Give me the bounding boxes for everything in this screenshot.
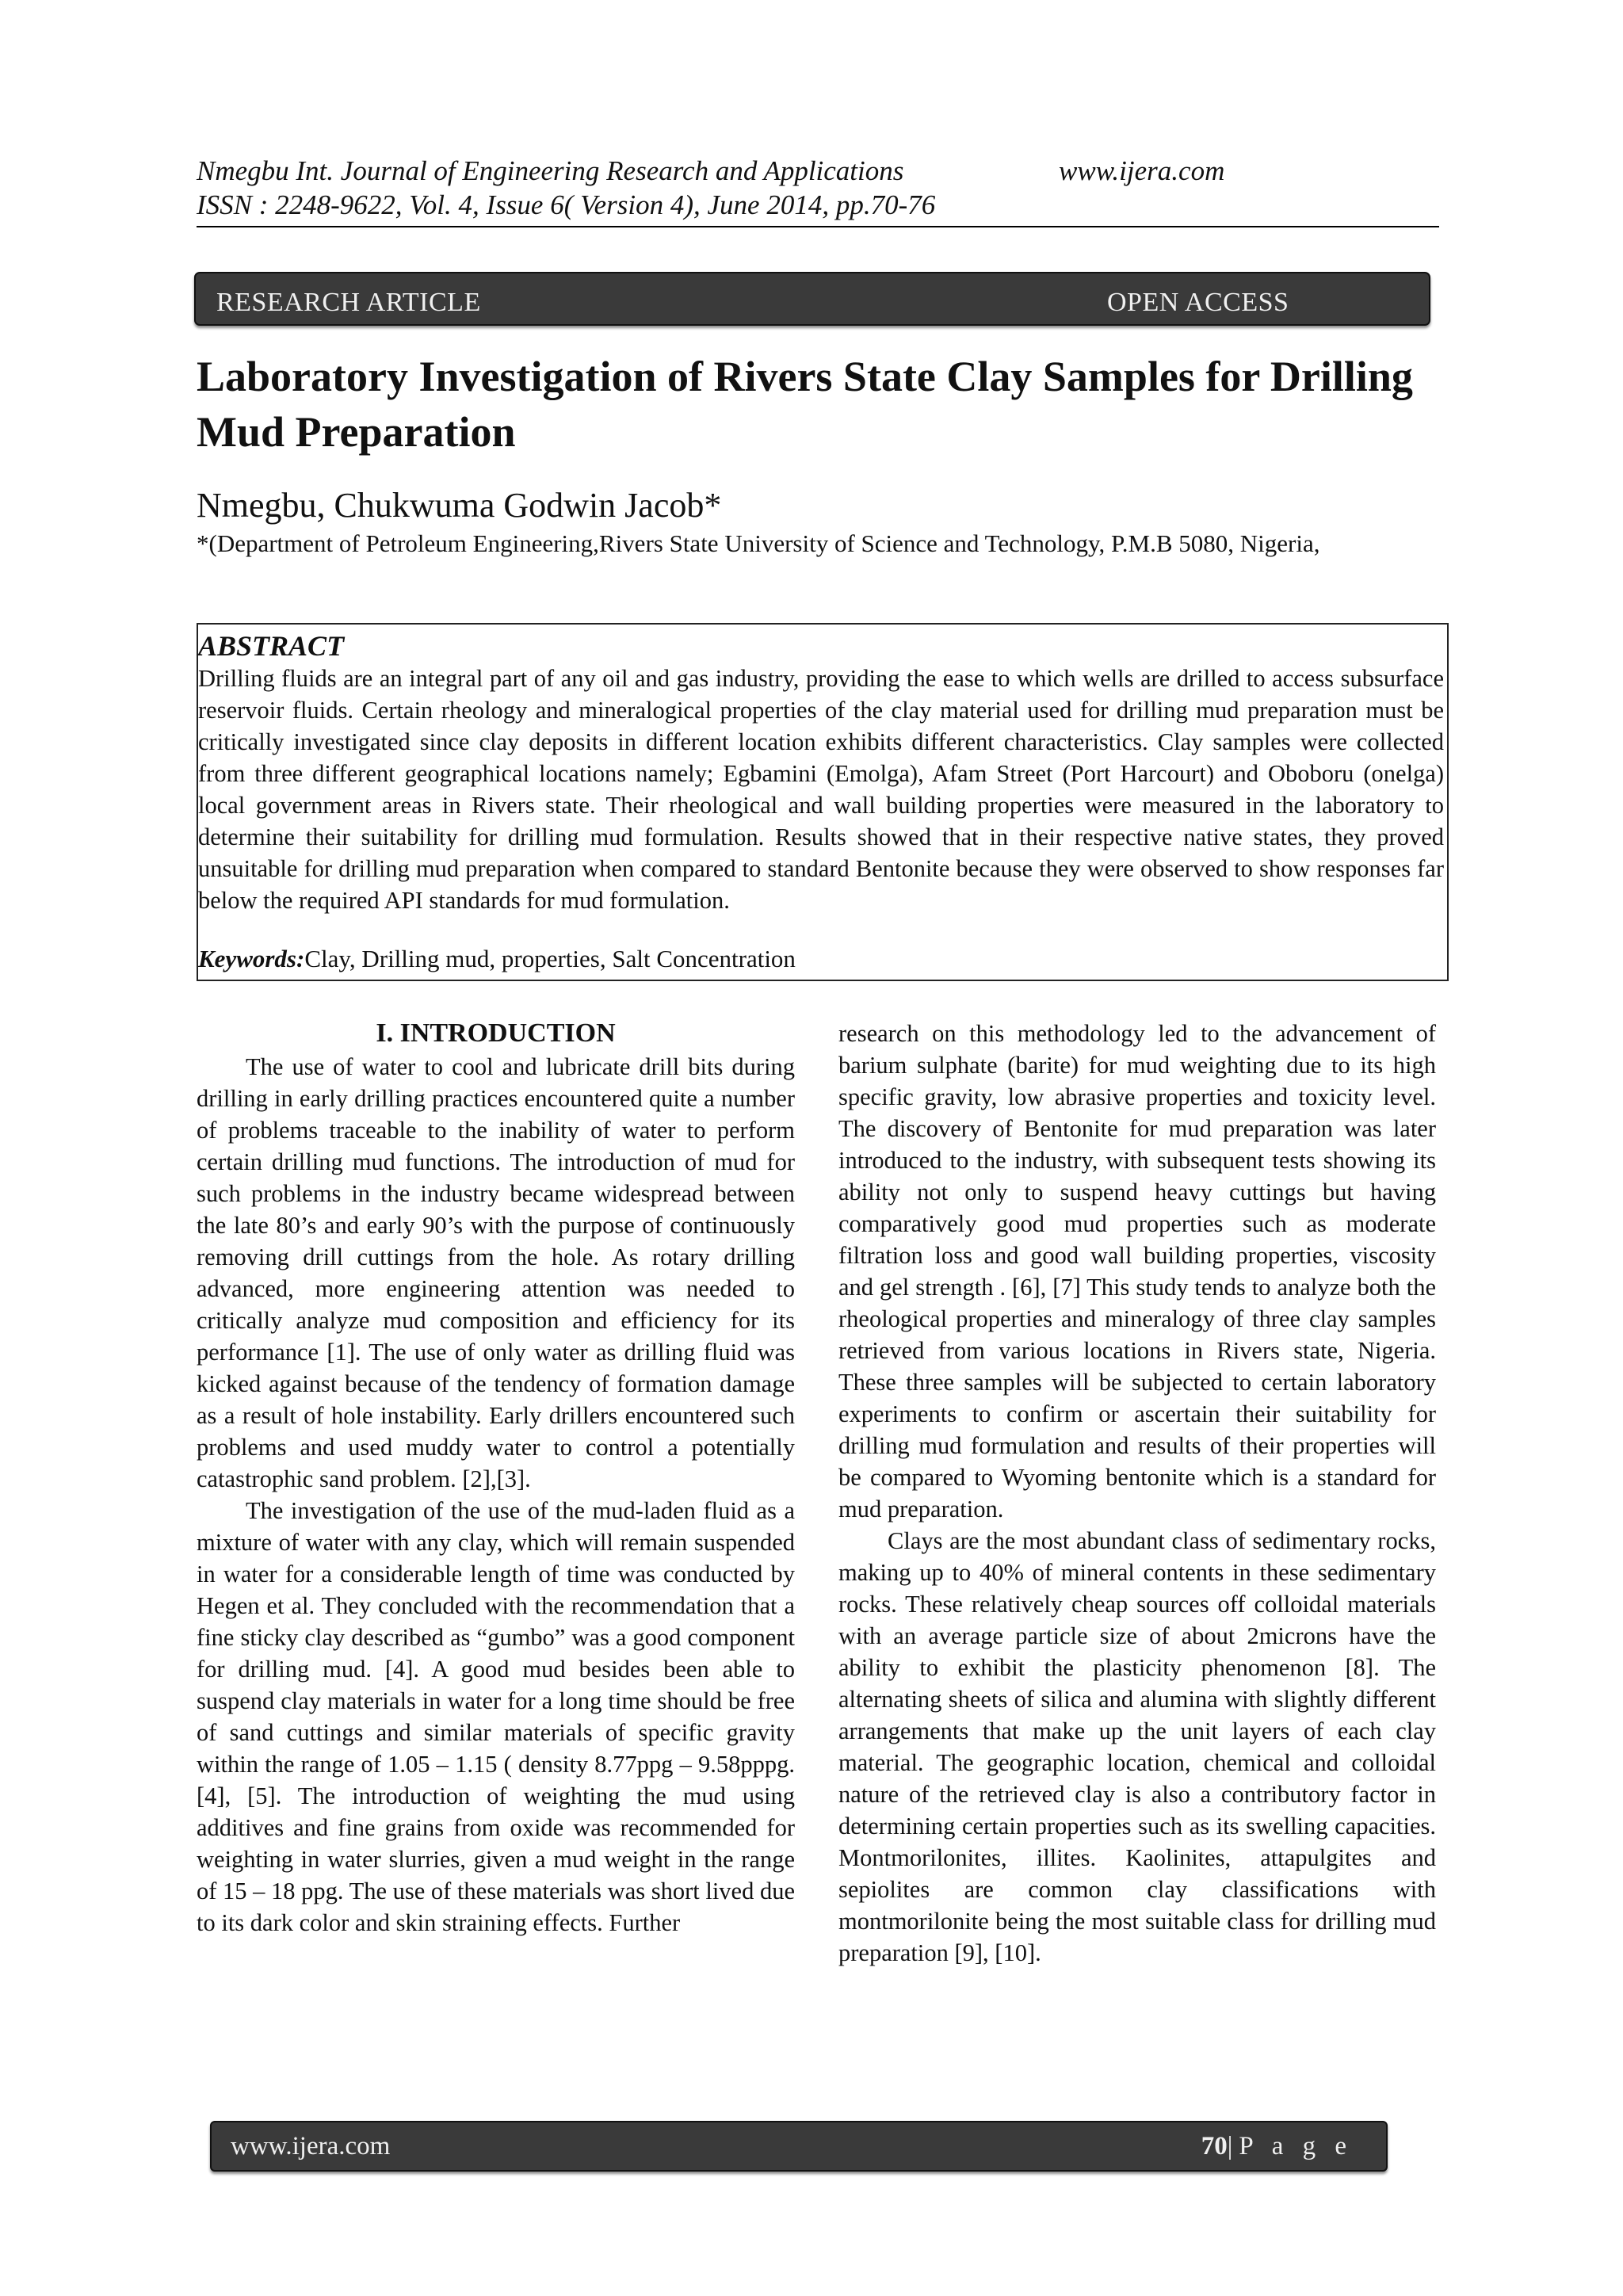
author-affiliation: *(Department of Petroleum Engineering,Rivers State University of Science and Technology, P.M.B 5080, Nigeria,	[197, 529, 1320, 557]
article-type-banner	[194, 272, 1430, 326]
keywords	[198, 945, 796, 973]
page-footer	[210, 2121, 1388, 2172]
paper-title: Laboratory Investigation of Rivers State Clay Samples for Drilling Mud Preparation	[197, 353, 1413, 456]
section-heading-introduction: I. INTRODUCTION	[376, 1018, 616, 1048]
author-name: Nmegbu, Chukwuma Godwin Jacob*	[197, 486, 722, 525]
journal-url[interactable]: www.ijera.com	[1059, 155, 1225, 186]
open-access-label: OPEN ACCESS	[1107, 288, 1289, 317]
page-number	[1201, 2132, 1353, 2161]
left-column	[197, 1051, 795, 1939]
page-label: |P a g e	[1227, 2132, 1353, 2160]
abstract-text: Drilling fluids are an integral part of any oil and gas industry, providing the ease to which wells are drilled to access subsurface reservoir fluids. Certain rheology and mineralogical properties of the clay material used for drilling mud preparation must be critically investigated since clay deposits in different location exhibits different characteristics. Clay samples were collected from three different geographical locations namely; Egbamini (Emolga), Afam Street (Port Harcourt) and Oboboru (onelga) local government areas in Rivers state. Their rheological and wall building properties were measured in the laboratory to determine their suitability for drilling mud formulation. Results showed that in their respective native states, they proved unsuitable for drilling mud preparation when compared to standard Bentonite because they were observed to show responses far below the required API standards for mud formulation.	[198, 665, 1444, 914]
intro-paragraph-1: The use of water to cool and lubricate drill bits during drilling in early drilling practices encountered quite a number of problems traceable to the inability of water to perform certain drilling mud functions. The introduction of mud for such problems in the industry became widespread between the late 80’s and early 90’s with the purpose of continuously removing drill cuttings from the hole. As rotary drilling advanced, more engineering attention was needed to critically analyze mud composition and efficiency for its performance [1]. The use of only water as drilling fluid was kicked against because of the tendency of formation damage as a result of hole instability. Early drillers encountered such problems and used muddy water to control a potentially catastrophic sand problem. [2],[3].	[197, 1053, 795, 1492]
abstract-heading: ABSTRACT	[198, 630, 345, 662]
right-column	[838, 1018, 1436, 1969]
footer-url[interactable]: www.ijera.com	[231, 2132, 391, 2160]
research-article-label: RESEARCH ARTICLE	[216, 288, 481, 317]
issn-line: ISSN : 2248-9622, Vol. 4, Issue 6( Version 4), June 2014, pp.70-76	[197, 189, 936, 220]
keywords-label: Keywords:	[198, 945, 305, 972]
journal-name: Nmegbu Int. Journal of Engineering Research and Applications	[197, 155, 904, 186]
intro-paragraph-3: research on this methodology led to the advancement of barium sulphate (barite) for mud weighting due to its high specific gravity, low abrasive properties and toxicity level. The discovery of Bentonite for mud preparation was later introduced to the industry, with subsequent tests showing its ability not only to suspend heavy cuttings but having comparatively good mud properties such as moderate filtration loss and good wall building properties, viscosity and gel strength . [6], [7] This study tends to analyze both the rheological properties and mineralogy of three clay samples retrieved from various locations in Rivers state, Nigeria. These three samples will be subjected to certain laboratory experiments to confirm or ascertain their suitability for drilling mud formulation and results of their properties will be compared to Wyoming bentonite which is a standard for mud preparation.	[838, 1020, 1436, 1522]
header-rule	[197, 226, 1439, 227]
abstract-box	[197, 623, 1449, 981]
intro-paragraph-4: Clays are the most abundant class of sedimentary rocks, making up to 40% of mineral contents in these sedimentary rocks. These relatively cheap sources off colloidal materials with an average particle size of about 2microns have the ability to exhibit the plasticity phenomenon [8]. The alternating sheets of silica and alumina with slightly different arrangements that make up the unit layers of each clay material. The geographic location, chemical and colloidal nature of the retrieved clay is also a contributory factor in determining certain properties such as its swelling capacities. Montmorilonites, illites. Kaolinites, attapulgites and sepiolites are common clay classifications with montmorilonite being the most suitable class for drilling mud preparation [9], [10].	[838, 1527, 1436, 1966]
intro-paragraph-2: The investigation of the use of the mud-laden fluid as a mixture of water with any clay, which will remain suspended in water for a considerable length of time was conducted by Hegen et al. They concluded with the recommendation that a fine sticky clay described as “gumbo” was a good component for drilling mud. [4]. A good mud besides been able to suspend clay materials in water for a long time should be free of sand cuttings and similar materials of specific gravity within the range of 1.05 – 1.15 ( density 8.77ppg – 9.58pppg. [4], [5]. The introduction of weighting the mud using additives and fine grains from oxide was recommended for weighting in water slurries, given a mud weight in the range of 15 – 18 ppg. The use of these materials was short lived due to its dark color and skin straining effects. Further	[197, 1497, 795, 1936]
keywords-list: Clay, Drilling mud, properties, Salt Concentration	[304, 945, 796, 972]
page-number-value: 70	[1201, 2132, 1228, 2160]
